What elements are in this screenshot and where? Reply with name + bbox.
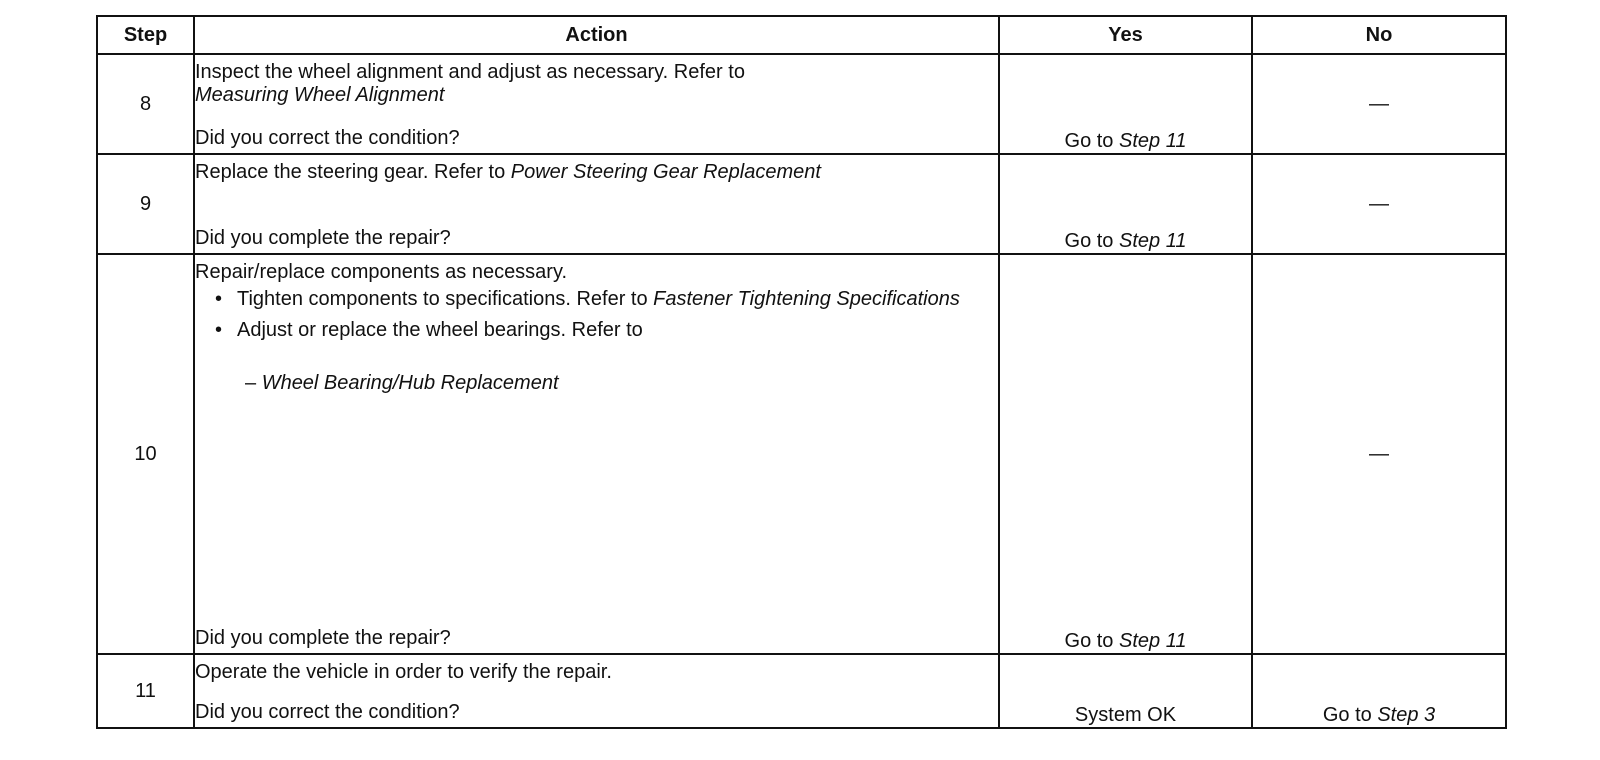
action-text: Operate the vehicle in order to verify the repair. <box>195 661 612 683</box>
bullet-list <box>195 288 998 342</box>
reference-link[interactable]: Measuring Wheel Alignment <box>195 84 445 106</box>
action-text: Inspect the wheel alignment and adjust as necessary. Refer to Measuring Wheel Alignment <box>195 61 745 106</box>
header-action: Action <box>194 16 999 54</box>
header-row <box>97 16 1506 54</box>
step-link[interactable]: Step 11 <box>1119 630 1187 652</box>
step-number: 11 <box>97 654 194 728</box>
question-text: Did you complete the repair? <box>195 227 451 249</box>
question-text: Did you correct the condition? <box>195 701 460 723</box>
no-cell: Go to Step 3 <box>1252 654 1506 728</box>
sub-list-item <box>195 372 998 395</box>
table-row-step-10 <box>97 254 1506 654</box>
action-cell <box>194 654 999 728</box>
step-number: 9 <box>97 154 194 254</box>
no-cell: — <box>1252 154 1506 254</box>
reference-link[interactable]: Wheel Bearing/Hub Replacement <box>261 372 559 394</box>
yes-cell: System OK <box>999 654 1252 728</box>
bullet-icon: • <box>215 288 223 310</box>
table-row-step-11 <box>97 654 1506 728</box>
table-row-step-9 <box>97 154 1506 254</box>
step-link[interactable]: Step 11 <box>1119 130 1187 152</box>
action-cell <box>194 54 999 154</box>
no-cell: — <box>1252 54 1506 154</box>
table-row-step-8 <box>97 54 1506 154</box>
step-number: 8 <box>97 54 194 154</box>
action-cell <box>194 154 999 254</box>
list-item: • Tighten components to specifications. Refer to Fastener Tightening Specifications <box>215 288 960 310</box>
step-number: 10 <box>97 254 194 654</box>
action-text: Repair/replace components as necessary. • Tighten components to specifications. Refer to Fastener Tightening Specifications • Adjust or replace the wheel bearings. Refer to – Wheel Bearing/Hub Replacement <box>195 255 998 395</box>
step-link[interactable]: Step 3 <box>1377 704 1436 726</box>
header-step: Step <box>97 16 194 54</box>
no-cell: — <box>1252 254 1506 654</box>
question-text: Did you complete the repair? <box>195 627 451 649</box>
yes-cell: Go to Step 11 <box>999 254 1252 654</box>
bullet-icon: • <box>215 319 223 341</box>
header-yes: Yes <box>999 16 1252 54</box>
action-text: Replace the steering gear. Refer to Power Steering Gear Replacement <box>195 161 821 183</box>
reference-link[interactable]: Fastener Tightening Specifications <box>653 288 960 310</box>
step-link[interactable]: Step 11 <box>1119 230 1187 252</box>
header-no: No <box>1252 16 1506 54</box>
yes-cell: Go to Step 11 <box>999 154 1252 254</box>
dash-icon: – <box>245 372 257 394</box>
question-text: Did you correct the condition? <box>195 127 460 149</box>
list-item: • Adjust or replace the wheel bearings. Refer to <box>215 319 643 341</box>
diagnostic-table <box>96 15 1507 729</box>
reference-link[interactable]: Power Steering Gear Replacement <box>510 161 821 183</box>
action-cell <box>194 254 999 654</box>
yes-cell: Go to Step 11 <box>999 54 1252 154</box>
